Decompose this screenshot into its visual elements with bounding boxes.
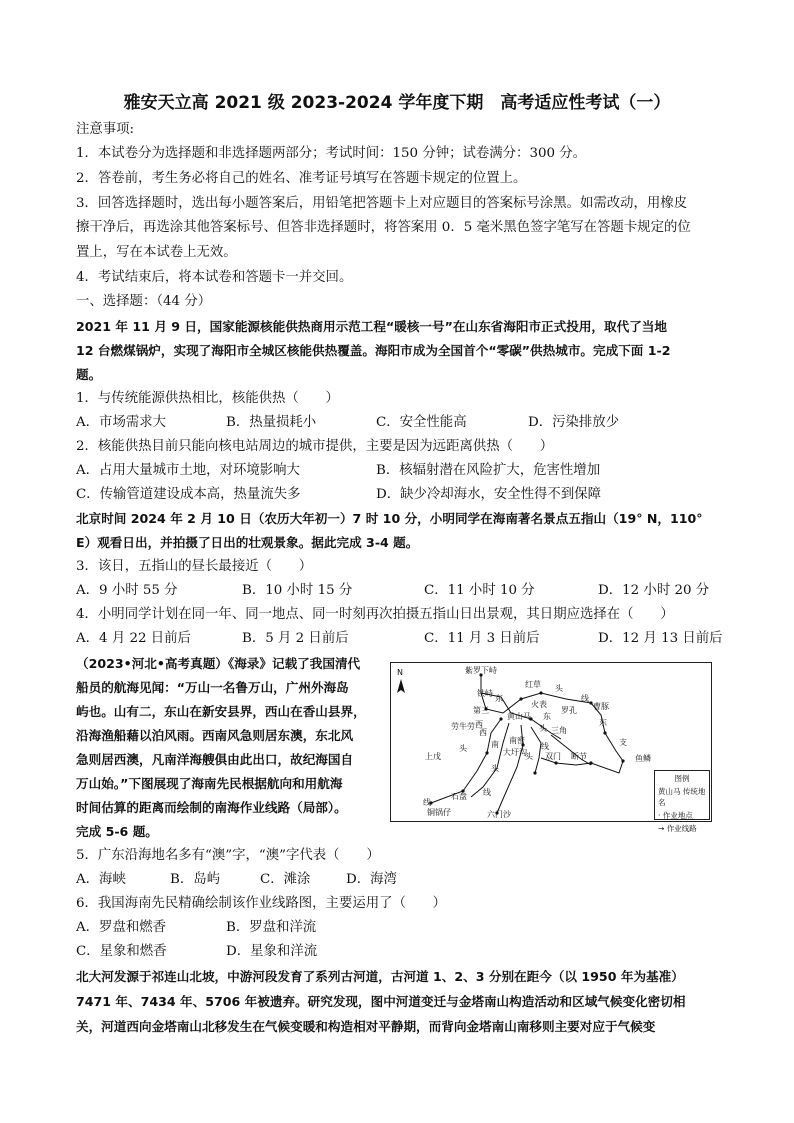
- q3-option-b: B．10 小时 15 分: [242, 583, 353, 598]
- route-char: 头: [539, 724, 547, 733]
- q4-option-a: A．4 月 22 日前后: [76, 631, 191, 646]
- route-char: 头: [491, 764, 499, 773]
- route-char: 线: [541, 742, 549, 751]
- north-arrow-icon: [397, 679, 405, 693]
- q6-option-b: B．罗盘和洋流: [226, 920, 317, 935]
- legend-key: ·: [658, 811, 661, 820]
- q6-option-c: C．星象和燃香: [76, 944, 167, 959]
- q4-stem: 4．小明同学计划在同一年、同一地点、同一时刻再次拍摄五指山日出景观，其日期应选择在（ ）: [76, 607, 674, 622]
- q2-option-d: D．缺少冷却海水，安全性得不到保障: [376, 487, 601, 502]
- legend-label: 作业线路: [666, 824, 697, 833]
- place-label: 铁峙: [477, 689, 493, 698]
- place-label: 西: [479, 728, 487, 737]
- route-char: 西: [475, 720, 483, 729]
- place-label: 黄山马: [507, 712, 531, 721]
- intro-1-line: 2021 年 11 月 9 日，国家能源核能供热商用示范工程“暖核一号”在山东省海阳市正式投用，取代了当地: [76, 319, 667, 334]
- route-char: 东: [599, 718, 607, 727]
- intro-2-line: E）观看日出，并拍摄了日出的壮观景象。据此完成 3-4 题。: [76, 535, 419, 550]
- route-char: 线: [581, 694, 589, 703]
- q1-option-a: A．市场需求大: [76, 415, 167, 430]
- q2-option-c: C．传输管道建设成本高，热量流失多: [76, 487, 301, 502]
- intro-1-line: 12 台燃煤锅炉，实现了海阳市全城区核能供热覆盖。海阳市成为全国首个“零碳”供热城市。完成下面 1-2: [76, 343, 671, 358]
- place-label: 紫罗下峙: [465, 666, 497, 675]
- q6-option-a: A．罗盘和燃香: [76, 920, 167, 935]
- route-char: 南: [491, 740, 499, 749]
- legend-title: 图例: [674, 774, 690, 783]
- place-label: 大圩沟: [503, 748, 527, 757]
- route-char: 支: [619, 738, 627, 747]
- q6-option-d: D．星象和洋流: [226, 944, 318, 959]
- q1-option-c: C．安全性能高: [376, 415, 467, 430]
- intro-1-line: 题。: [76, 367, 102, 382]
- intro-3-line: 万山始。”下图展现了海南先民根据航向和用航海: [76, 776, 343, 791]
- q1-option-d: D．污染排放少: [528, 415, 620, 430]
- intro-3-line: 完成 5-6 题。: [76, 824, 158, 839]
- place-label: 曹豚: [593, 702, 609, 711]
- route-char: 线: [423, 798, 431, 807]
- section-heading: 一、选择题：（44 分）: [76, 294, 212, 309]
- q3-option-a: A．9 小时 55 分: [76, 583, 178, 598]
- q5-option-c: C．滩涂: [260, 872, 311, 887]
- place-label: 红草: [525, 680, 541, 689]
- legend-row: [658, 823, 706, 834]
- route-char: 东: [495, 694, 503, 703]
- intro-3-line: 时间估算的距离而绘制的南海作业线路（局部）。: [76, 800, 347, 815]
- notice-item: 置上，写在本试卷上无效。: [76, 245, 237, 260]
- notice-item: 2．答卷前，考生务必将自己的姓名、准考证号填写在答题卡规定的位置上。: [76, 171, 527, 186]
- notice-heading: 注意事项:: [76, 122, 135, 137]
- q1-option-b: B．热量损耗小: [226, 415, 317, 430]
- q6-stem: 6．我国海南先民精确绘制该作业线路图，主要运用了（ ）: [76, 896, 447, 911]
- route-char: 头: [525, 752, 533, 761]
- place-label: 第三: [473, 706, 489, 715]
- place-label: 铜锅仔: [427, 808, 451, 817]
- intro-2-line: 北京时间 2024 年 2 月 10 日（农历大年初一）7 时 10 分，小明同学在海南著名景点五指山（19° N，110°: [76, 511, 703, 526]
- q4-option-c: C．11 月 3 日前后: [424, 631, 540, 646]
- place-labels: [425, 665, 651, 819]
- q3-option-d: D．12 小时 20 分: [598, 583, 710, 598]
- legend-key: →: [658, 824, 665, 833]
- place-label: 石盘: [451, 792, 467, 801]
- place-label: 劳牛劳: [451, 722, 475, 731]
- q2-option-b: B．核辐射潜在风险扩大，危害性增加: [376, 463, 601, 478]
- notice-item: 3．回答选择题时，选出每小题答案后，用铅笔把答题卡上对应题目的答案标号涂黑。如需改动，用橡皮: [76, 196, 688, 211]
- q5-option-d: D．海湾: [346, 872, 397, 887]
- intro-4-line: 关，河道西向金塔南山北移发生在气候变暖和构造相对平静期，而背向金塔南山南移则主要对应于气候变: [76, 1019, 656, 1034]
- route-char: 头: [459, 744, 467, 753]
- map-legend: [654, 770, 710, 833]
- place-label: 三角: [551, 726, 567, 735]
- intro-4-line: 北大河发源于祁连山北坡，中游河段发育了系列古河道，古河道 1、2、3 分别在距今（以 1950 年为基准）: [76, 969, 684, 984]
- place-label: 上戊: [425, 752, 441, 761]
- q5-option-b: B．岛屿: [170, 872, 221, 887]
- q2-stem: 2．核能供热目前只能向核电站周边的城市提供，主要是因为远距离供热（ ）: [76, 439, 554, 454]
- q5-stem: 5．广东沿海地名多有“澳”字，“澳”字代表（ ）: [76, 848, 380, 863]
- q4-option-b: B．5 月 2 日前后: [242, 631, 349, 646]
- intro-3-line: 船员的航海见闻：“万山一名鲁万山，广州外海岛: [76, 680, 349, 695]
- place-label: 双门: [545, 752, 561, 761]
- legend-row: [658, 786, 706, 808]
- legend-label: 传统地名: [658, 787, 706, 807]
- place-label: 鱼鳞: [635, 754, 651, 763]
- exam-title: 雅安天立高 2021 级 2023-2024 学年度下期 高考适应性考试（一）: [123, 93, 671, 113]
- q4-option-d: D．12 月 13 日前后: [598, 631, 723, 646]
- legend-row: [658, 810, 706, 821]
- intro-3-line: 急则居西澳，凡南洋海艘俱由此出口，故纪海国自: [76, 752, 354, 767]
- place-label: 火表: [531, 700, 547, 709]
- route-char: 头: [555, 684, 563, 693]
- notice-item: 4．考试结束后，将本试卷和答题卡一并交回。: [76, 270, 353, 285]
- q5-option-a: A．海峡: [76, 872, 126, 887]
- notice-item: 擦干净后，再选涂其他答案标号、但答非选择题时，将答案用 0．5 毫米黑色签字笔写在答题卡规定的位: [76, 220, 691, 235]
- q3-option-c: C．11 小时 10 分: [424, 583, 535, 598]
- route-char: 线: [483, 788, 491, 797]
- q1-stem: 1．与传统能源供热相比，核能供热（ ）: [76, 391, 339, 406]
- legend-label: 作业地点: [662, 811, 693, 820]
- place-label: 六门沙: [487, 810, 511, 819]
- north-label: N: [397, 668, 403, 677]
- intro-3-line: 沿海渔船藉以泊风雨。西南风急则居东澳，东北风: [76, 728, 354, 743]
- place-label: 罗孔: [561, 706, 577, 715]
- intro-4-line: 7471 年、7434 年、5706 年被遗弃。研究发现，图中河道变迁与金塔南山构造活动和区域气候变化密切相: [76, 994, 686, 1009]
- place-label: 南密: [509, 736, 525, 745]
- legend-key: 黄山马: [658, 787, 681, 796]
- place-label: 东: [543, 712, 551, 721]
- notice-item: 1．本试卷分为选择题和非选择题两部分；考试时间：150 分钟；试卷满分：300 分。: [76, 146, 587, 161]
- intro-3-line: 屿也。山有二，东山在新安县界，西山在香山县界，: [76, 704, 366, 719]
- q2-option-a: A．占用大量城市土地，对环境影响大: [76, 463, 300, 478]
- intro-3-line: （2023•河北•高考真题）《海录》记载了我国清代: [76, 656, 361, 671]
- place-label: 断节: [571, 752, 587, 761]
- q3-stem: 3．该日，五指山的昼长最接近（ ）: [76, 559, 313, 574]
